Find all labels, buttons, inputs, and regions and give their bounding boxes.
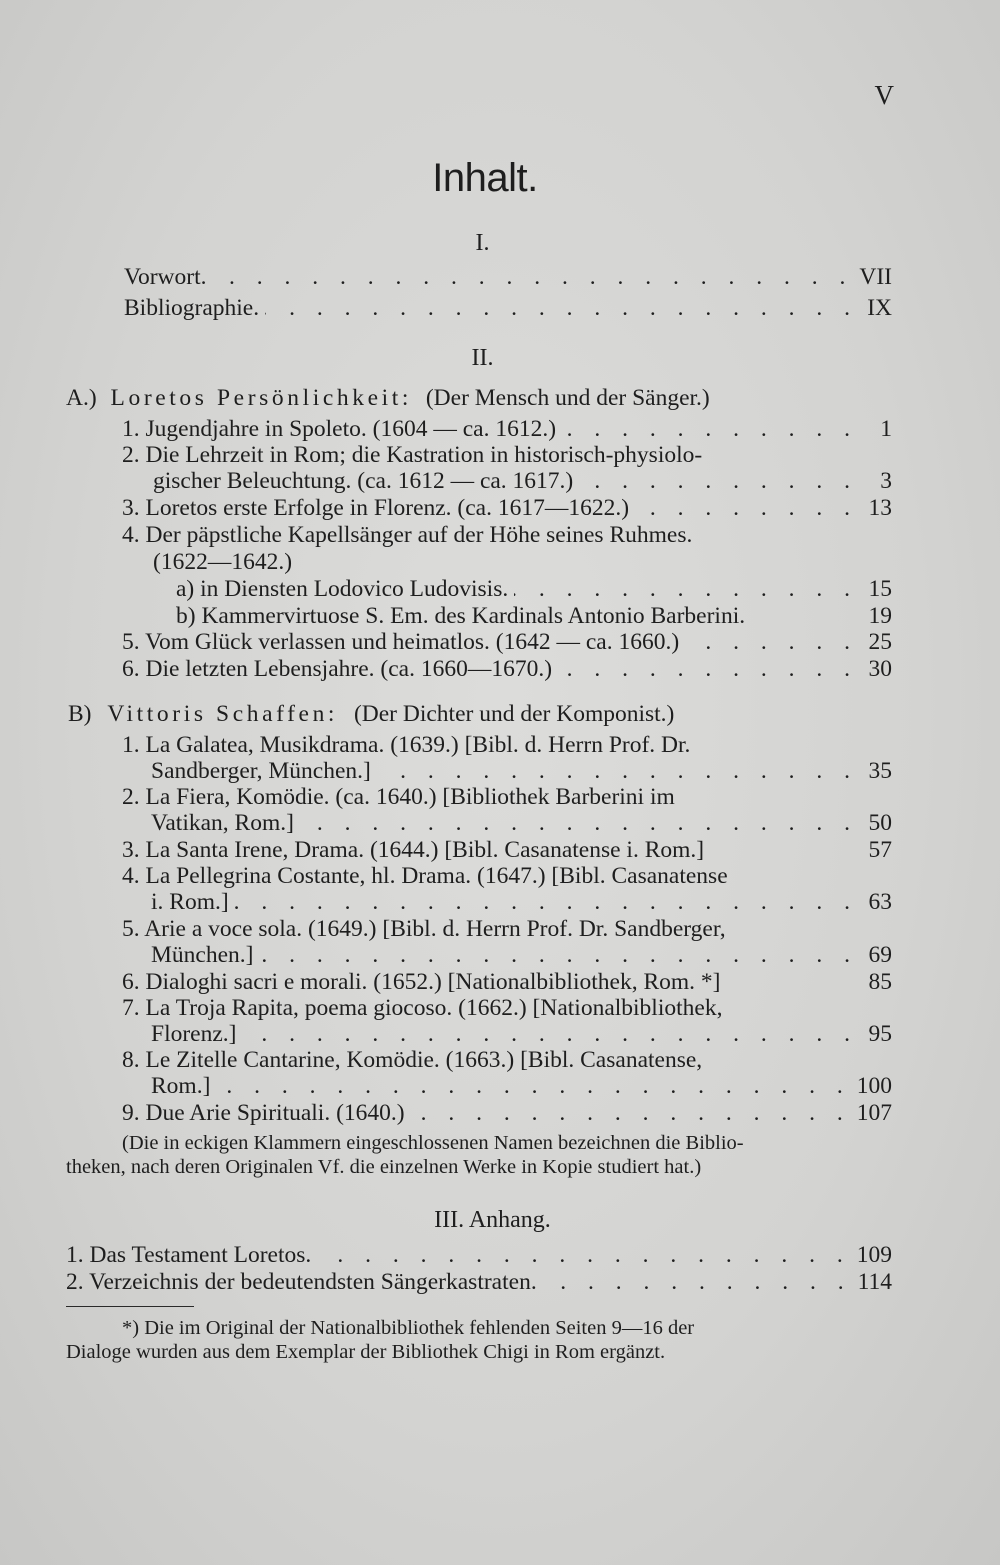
explanatory-note: (Die in eckigen Klammern eingeschlossenen Namen bezeichnen die Biblio- [122,1132,744,1154]
dot-leader [685,628,858,656]
toc-entry [176,602,892,630]
toc-entry-page: 30 [868,656,892,682]
dot-leader [243,1020,859,1048]
toc-entry-label: b) Kammervirtuose S. Em. des Kardinals Antonio Barberini. [176,603,746,629]
toc-entry-page: 3 [880,468,892,494]
section-b-subtitle: (Der Dichter und der Komponist.) [353,701,675,727]
toc-entry-page: 15 [868,576,892,602]
toc-entry-page: 57 [868,837,892,863]
toc-entry-label: 1. Jugendjahre in Spoleto. (1604 — ca. 1612.) [122,416,557,442]
dot-leader [265,294,858,322]
section-b-heading [68,700,892,728]
toc-entry [122,628,892,656]
toc-entry-page: 95 [868,1021,892,1047]
toc-entry-page: 50 [868,810,892,836]
toc-entry-label: Florenz.] [151,1021,237,1047]
dot-leader [635,494,858,522]
toc-entry [151,1020,892,1048]
page-title: Inhalt. [432,156,538,200]
toc-entry-label: 3. Loretos erste Erfolge in Florenz. (ca. 1617—1622.) [122,495,630,521]
toc-entry-label: 4. Der päpstliche Kapellsänger auf der Höhe seines Ruhmes. [122,522,693,548]
toc-entry-label: 9. Due Arie Spirituali. (1640.) [122,1100,405,1126]
dot-leader [259,941,858,969]
toc-entry-label: 7. La Troja Rapita, poema giocoso. (1662.) [Nationalbibliothek, [122,995,723,1021]
toc-entry-label: (1622—1642.) [153,549,293,575]
section-a-heading [66,384,892,412]
toc-entry-page: 107 [856,1100,892,1126]
toc-entry [122,494,892,522]
toc-entry-label: 5. Vom Glück verlassen und heimatlos. (1642 — ca. 1660.) [122,629,680,655]
section-b-marker: B) [68,701,92,727]
section-b-title: Vittoris Schaffen: [107,701,339,727]
toc-entry [122,1099,892,1127]
toc-entry [122,968,892,996]
toc-entry-label: 6. Die letzten Lebensjahre. (ca. 1660—1670.) [122,656,553,682]
explanatory-note: theken, nach deren Originalen Vf. die einzelnen Werke in Kopie studiert hat.) [66,1156,702,1178]
dot-leader [212,263,853,291]
dot-leader [300,809,858,837]
dot-leader [579,467,858,495]
toc-entry-label: 4. La Pellegrina Costante, hl. Drama. (1647.) [Bibl. Casanatense [122,863,728,889]
toc-entry-label: 1. La Galatea, Musikdrama. (1639.) [Bibl. d. Herrn Prof. Dr. [122,732,691,758]
toc-entry-label: 6. Dialoghi sacri e morali. (1652.) [Nationalbibliothek, Rom. *] [122,969,721,995]
toc-entry-label: 3. La Santa Irene, Drama. (1644.) [Bibl. Casanatense i. Rom.] [122,837,705,863]
dot-leader [562,415,858,443]
toc-entry-label: 2. La Fiera, Komödie. (ca. 1640.) [Bibliothek Barberini im [122,784,675,810]
section-a-title: Loretos Persönlichkeit: [110,385,412,411]
toc-entry-label: 5. Arie a voce sola. (1649.) [Bibl. d. Herrn Prof. Dr. Sandberger, [122,916,726,942]
toc-entry-label: a) in Diensten Lodovico Ludovisis. [176,576,509,602]
toc-entry-page: 109 [856,1242,892,1268]
footnote: *) Die im Original der Nationalbibliothek fehlenden Seiten 9—16 der [122,1317,695,1339]
section-a-marker: A.) [66,385,97,411]
dot-leader [411,1099,851,1127]
toc-entry-page: 1 [880,416,892,442]
toc-entry-label: Sandberger, München.] [151,758,371,784]
toc-entry [151,757,892,785]
toc-entry [124,294,892,322]
toc-entry-label: Vatikan, Rom.] [151,810,294,836]
toc-entry-page: 25 [868,629,892,655]
toc-entry [66,1241,892,1269]
toc-entry-label: 2. Die Lehrzeit in Rom; die Kastration in historisch-physiolo- [122,442,703,468]
dot-leader [558,655,858,683]
section-a-subtitle: (Der Mensch und der Sänger.) [425,385,710,411]
footnote-rule [66,1306,194,1307]
toc-entry-label: Rom.] [151,1073,211,1099]
toc-entry [151,941,892,969]
toc-entry-page: 114 [857,1269,892,1295]
footnote: Dialoge wurden aus dem Exemplar der Bibliothek Chigi in Rom ergänzt. [66,1341,666,1363]
toc-entry [151,809,892,837]
toc-entry-label: München.] [151,942,254,968]
toc-entry-label: Bibliographie. [124,295,260,321]
dot-leader [216,1072,850,1100]
toc-entry-label: 1. Das Testament Loretos. [66,1242,312,1268]
dot-leader [543,1268,852,1296]
toc-entry [122,415,892,443]
dot-leader [514,575,858,603]
toc-entry-page: 19 [868,603,892,629]
toc-entry-page: VII [859,264,892,290]
part-3-heading: III. Anhang. [434,1207,551,1233]
dot-leader [317,1241,850,1269]
toc-entry-label: gischer Beleuchtung. (ca. 1612 — ca. 1617.) [153,468,574,494]
toc-entry [124,263,892,291]
toc-entry-page: IX [867,295,892,321]
toc-entry [151,888,892,916]
toc-entry-page: 35 [868,758,892,784]
toc-entry-page: 13 [868,495,892,521]
toc-entry [66,1268,892,1296]
toc-entry [176,575,892,603]
dot-leader [377,757,858,785]
toc-entry-label: 2. Verzeichnis der bedeutendsten Sängerkastraten. [66,1269,537,1295]
toc-entry-page: 63 [868,889,892,915]
toc-entry [122,836,892,864]
toc-entry-page: 85 [868,969,892,995]
toc-entry [151,1072,892,1100]
toc-entry-label: i. Rom.] [151,889,229,915]
part-2-heading: II. [471,345,494,371]
toc-entry [153,467,892,495]
toc-entry-page: 69 [868,942,892,968]
page-number: V [874,80,894,110]
toc-entry-page: 100 [856,1073,892,1099]
toc-entry-label: Vorwort. [124,264,207,290]
toc-entry-label: 8. Le Zitelle Cantarine, Komödie. (1663.) [Bibl. Casanatense, [122,1047,703,1073]
part-1-heading: I. [475,230,490,256]
toc-entry [122,655,892,683]
dot-leader [235,888,858,916]
